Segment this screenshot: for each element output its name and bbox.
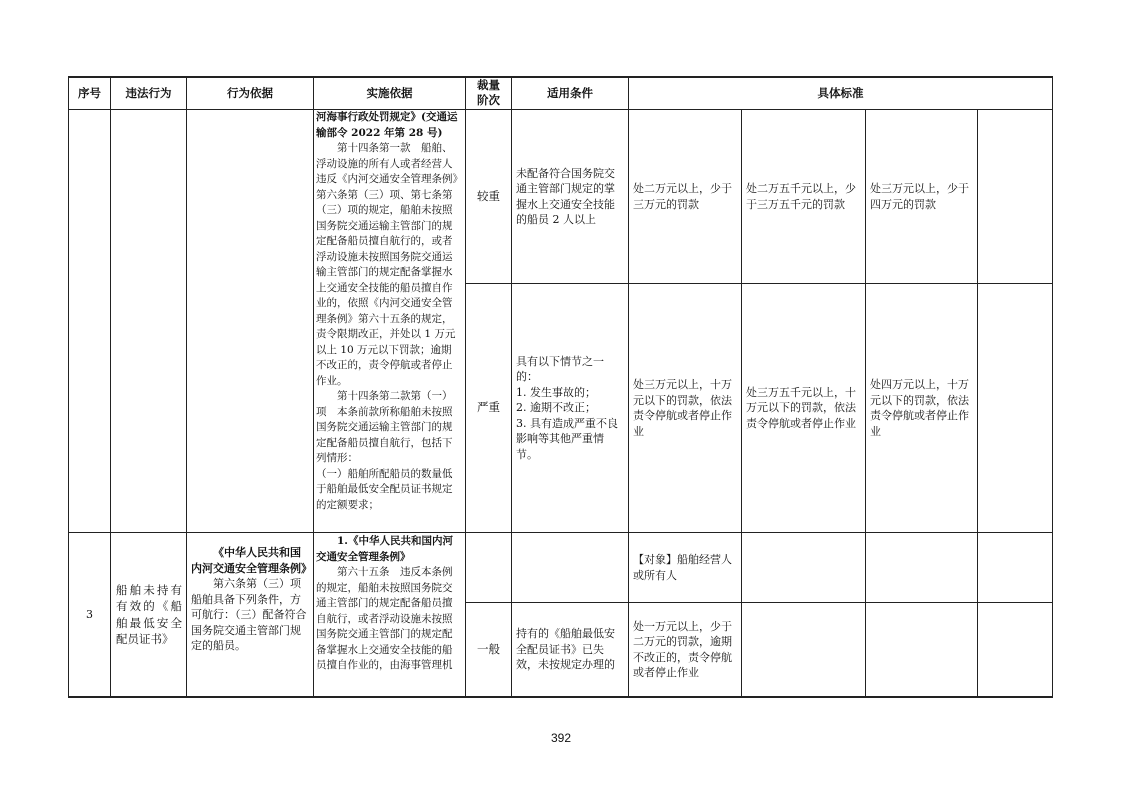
standard-text: 处三万五千元以上，十万元以下的罚款，依法责令停航或者停止作业 [746, 385, 856, 430]
standard-text: 处三万元以上，少于四万元的罚款 [870, 182, 969, 211]
table-border-bottom [68, 696, 1053, 698]
column-divider [741, 109, 742, 697]
header-violation: 违法行为 [125, 85, 172, 100]
basis-cell [191, 545, 310, 695]
column-divider [313, 76, 314, 697]
impl-title: 1.《中华人民共和国内河交通安全管理条例》 [316, 535, 453, 563]
header-impl: 实施依据 [366, 85, 413, 100]
basis-title: 《中华人民共和国内河交通安全管理条例》 [191, 546, 312, 575]
condition-item: 2. 逾期不改正； [516, 401, 596, 415]
column-divider [628, 76, 629, 697]
condition-text: 持有的《船舶最低安全配员证书》已失效，未按规定办理的 [516, 627, 615, 672]
row-divider [68, 532, 1053, 533]
condition-text: 未配备符合国务院交通主管部门规定的掌握水上交通安全技能的船员 2 人以上 [516, 166, 615, 226]
column-divider [511, 76, 512, 697]
impl-title-prev: 河海事行政处罚规定》(交通运输部令 2022 年第 28 号) [316, 111, 458, 139]
condition-item: 1. 发生事故的； [516, 385, 596, 399]
impl-para3-prev: （一）船舶所配船员的数量低于船舶最低安全配员证书规定的定额要求； [316, 467, 453, 511]
violation-cell [116, 533, 182, 696]
standard-cell-3 [870, 284, 974, 532]
level-cell: 严重 [477, 400, 500, 415]
standard-text: 处二万元以上，少于三万元的罚款 [633, 182, 732, 211]
impl-text: 第六十五条 违反本条例的规定，船舶未按照国务院交通主管部门的规定配备船员擅自航行，或者浮动设施未按照国务院交通主管部门的规定配备掌握水上交通安全技能的船员擅自作业的，由海事管理机 [316, 566, 453, 671]
condition-cell [516, 603, 624, 696]
standard-cell-2 [746, 284, 861, 532]
header-condition: 适用条件 [547, 85, 593, 100]
column-divider [977, 109, 978, 697]
standard-text: 处三万元以上，十万元以下的罚款，依法责令停航或者停止作业 [633, 378, 732, 438]
impl-cell [316, 534, 462, 695]
column-divider [186, 76, 187, 697]
level-cell: 较重 [477, 188, 500, 203]
column-divider [110, 76, 111, 697]
standard-text: 处一万元以上，少于二万元的罚款，逾期不改正的，责令停航或者停止作业 [633, 619, 732, 679]
header-level-line2: 阶次 [477, 93, 500, 107]
header-level [466, 76, 511, 110]
seq-cell: 3 [86, 607, 93, 621]
impl-para2-prev: 第十四条第二款第（一）项 本条前款所称船舶未按照国务院交通运输主管部门的规定配备船员擅自航行，包括下列情形： [316, 390, 453, 464]
condition-cell [516, 110, 624, 283]
standard-cell-2 [746, 110, 861, 283]
level-cell: 一般 [477, 641, 500, 656]
header-seq: 序号 [78, 85, 101, 100]
condition-title: 具有以下情节之一的： [516, 354, 604, 384]
condition-item: 3. 具有造成严重不良影响等其他严重情节。 [516, 416, 618, 461]
page-number: 392 [550, 731, 572, 745]
impl-text-prev [316, 110, 462, 531]
violation-text: 船舶未持有有效的《船舶最低安全配员证书》 [116, 582, 182, 646]
standard-text: 处四万元以上，十万元以下的罚款，依法责令停航或者停止作业 [870, 378, 969, 438]
header-standard: 具体标准 [817, 85, 864, 100]
standard-cell-1 [633, 603, 737, 696]
basis-text: 第六条第（三）项 船舶具备下列条件，方可航行：（三）配备符合国务院交通主管部门规定的船员。 [191, 577, 312, 652]
condition-cell [516, 284, 624, 532]
standard-cell-1 [633, 110, 737, 283]
header-basis: 行为依据 [227, 85, 273, 100]
column-divider [865, 109, 866, 697]
standard-cell-3 [870, 110, 974, 283]
impl-para1-prev: 第十四条第一款 船舶、浮动设施的所有人或者经营人违反《内河交通安全管理条例》第六条第（三）项、第七条第（三）项的规定，船舶未按照国务院交通运输主管部门的规定配备船员擅自航行的，或者浮动设施未按照国务院交通运输主管部门的规定配备掌握水上交通安全技能的船员擅自作业的，依照《内河交通安全管理条例》第六十五条的规定，责令限期改正，并处以 1 万元以上 10 万元以下罚款；逾期不改正的，责令停航或者停止作业。 [316, 142, 458, 387]
object-cell [633, 533, 737, 602]
header-level-line1: 裁量 [477, 78, 500, 92]
table-border-right [1052, 76, 1053, 697]
standard-cell-1 [633, 284, 737, 532]
object-text: 【对象】船舶经营人或所有人 [633, 553, 732, 582]
standard-text: 处二万五千元以上，少于三万五千元的罚款 [746, 182, 856, 211]
